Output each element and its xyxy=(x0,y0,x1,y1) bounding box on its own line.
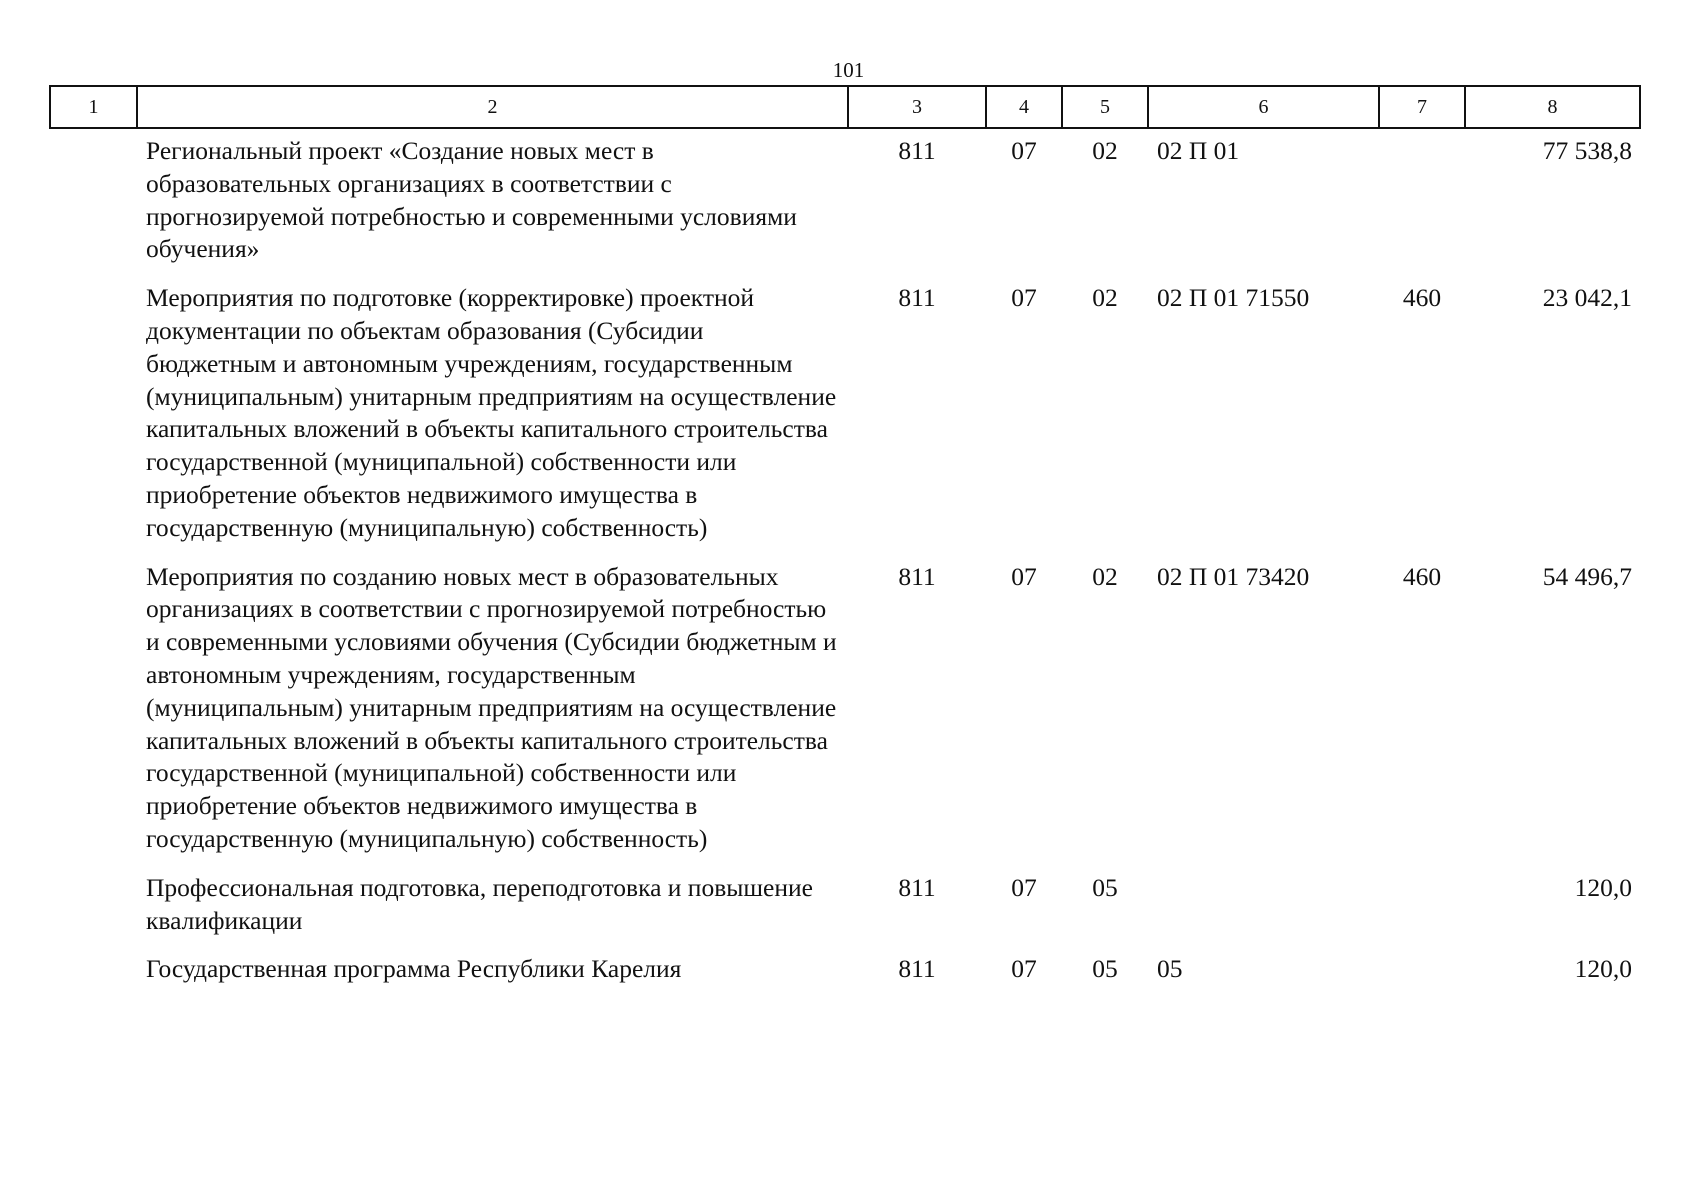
amount: 120,0 xyxy=(1574,872,1632,902)
row-name: Профессиональная подготовка, переподготовка и повышение квалификации xyxy=(146,872,813,935)
section-code: 07 xyxy=(1011,561,1037,591)
column-number: 2 xyxy=(137,86,848,128)
row-number-cell xyxy=(50,872,137,954)
table-row xyxy=(50,128,1640,282)
target-article-code: 02 П 01 xyxy=(1157,136,1240,165)
amount: 54 496,7 xyxy=(1542,561,1632,591)
target-article-code: 02 П 01 73420 xyxy=(1157,561,1310,591)
target-article-code: 02 П 01 71550 xyxy=(1157,283,1310,313)
table-row xyxy=(50,282,1640,560)
expense-type-code xyxy=(1379,872,1465,954)
grbs-code: 811 xyxy=(898,872,936,902)
subsection-code: 02 xyxy=(1092,561,1118,591)
grbs-code: 811 xyxy=(898,136,936,165)
subsection-code: 02 xyxy=(1092,283,1118,313)
row-number-cell xyxy=(50,953,137,1002)
table-row xyxy=(50,561,1640,872)
column-number: 4 xyxy=(986,86,1062,128)
row-name: Мероприятия по созданию новых мест в образовательных организациях в соответствии с прогнозируемой потребностью и современными условиями обучения (Субсидии бюджетным и автономным учреждениям, государственным (муниципальным) унитарным предприятиям на осуществление капитальных вложений в объекты капитального строительства государственной (муниципальной) собственности или приобретение объектов недвижимого имущества в государственную (муниципальную) собственность) xyxy=(146,561,837,853)
grbs-code: 811 xyxy=(898,561,936,591)
table-row xyxy=(50,953,1640,1002)
column-number: 8 xyxy=(1465,86,1640,128)
column-number-row xyxy=(50,86,1640,128)
column-number: 6 xyxy=(1148,86,1379,128)
row-number-cell xyxy=(50,561,137,872)
section-code: 07 xyxy=(1011,283,1037,313)
subsection-code: 05 xyxy=(1092,872,1118,902)
row-name: Региональный проект «Создание новых мест в образовательных организациях в соответствии с прогнозируемой потребностью и современными условиями обучения» xyxy=(146,136,797,264)
expense-type-code xyxy=(1379,128,1465,282)
row-number-cell xyxy=(50,128,137,282)
amount: 77 538,8 xyxy=(1542,136,1632,165)
amount: 23 042,1 xyxy=(1542,283,1632,313)
column-number: 3 xyxy=(848,86,986,128)
section-code: 07 xyxy=(1011,136,1037,165)
grbs-code: 811 xyxy=(898,283,936,313)
expense-type-code xyxy=(1379,953,1465,1002)
row-name: Государственная программа Республики Карелия xyxy=(146,954,682,984)
expense-type-code: 460 xyxy=(1402,561,1442,591)
grbs-code: 811 xyxy=(898,954,936,984)
row-number-cell xyxy=(50,282,137,560)
table-row xyxy=(50,872,1640,954)
expense-type-code: 460 xyxy=(1402,283,1442,313)
budget-table xyxy=(49,85,1641,1002)
target-article-code xyxy=(1148,872,1379,954)
section-code: 07 xyxy=(1011,954,1037,984)
subsection-code: 05 xyxy=(1092,954,1118,984)
column-number: 1 xyxy=(50,86,137,128)
subsection-code: 02 xyxy=(1092,136,1118,165)
target-article-code: 05 xyxy=(1157,954,1183,984)
column-number: 7 xyxy=(1379,86,1465,128)
column-number: 5 xyxy=(1062,86,1148,128)
section-code: 07 xyxy=(1011,872,1037,902)
row-name: Мероприятия по подготовке (корректировке) проектной документации по объектам образования (Субсидии бюджетным и автономным учреждениям, государственным (муниципальным) унитарным предприятиям на осуществление капитальных вложений в объекты капитального строительства государственной (муниципальной) собственности или приобретение объектов недвижимого имущества в государственную (муниципальную) собственность) xyxy=(146,283,837,542)
page-number: 101 xyxy=(832,58,865,82)
amount: 120,0 xyxy=(1574,954,1632,984)
